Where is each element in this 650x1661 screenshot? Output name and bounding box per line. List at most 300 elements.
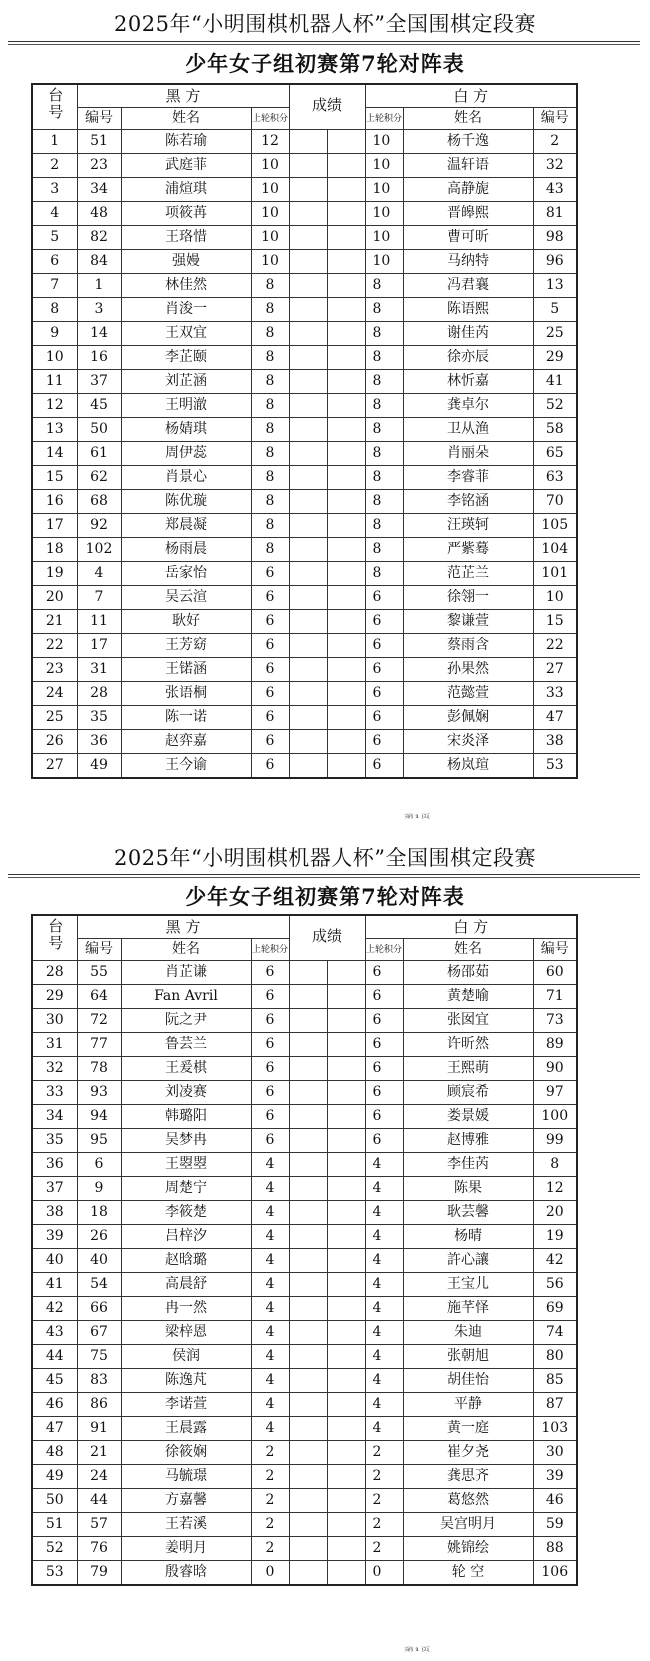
black-result-cell[interactable] <box>289 418 327 442</box>
table-row <box>32 586 577 610</box>
table-row <box>32 442 577 466</box>
black-result-cell[interactable] <box>289 1441 327 1465</box>
white-name-cell: 李佳芮 <box>403 1153 533 1177</box>
board-cell: 36 <box>32 1153 77 1177</box>
table-row <box>32 961 577 985</box>
black-score-cell: 0 <box>251 1561 289 1586</box>
black-number-cell: 66 <box>77 1297 121 1321</box>
table-row <box>32 634 577 658</box>
black-result-cell[interactable] <box>289 298 327 322</box>
table-row <box>32 682 577 706</box>
black-result-cell[interactable] <box>289 961 327 985</box>
white-result-cell[interactable] <box>327 1465 365 1489</box>
white-result-cell[interactable] <box>327 1441 365 1465</box>
black-score-cell: 4 <box>251 1369 289 1393</box>
white-name-cell: 马纳特 <box>403 250 533 274</box>
black-name-cell: 陈若瑜 <box>121 130 251 154</box>
white-score-cell: 6 <box>365 985 403 1009</box>
white-result-cell[interactable] <box>327 1513 365 1537</box>
black-result-cell[interactable] <box>289 1249 327 1273</box>
white-number-cell: 56 <box>533 1273 577 1297</box>
black-name-cell: 郑晨凝 <box>121 514 251 538</box>
black-result-cell[interactable] <box>289 1225 327 1249</box>
black-score-cell: 6 <box>251 586 289 610</box>
black-score-cell: 4 <box>251 1225 289 1249</box>
black-result-cell[interactable] <box>289 322 327 346</box>
white-number-cell: 25 <box>533 322 577 346</box>
black-result-cell[interactable] <box>289 730 327 754</box>
black-name-cell: 杨婧琪 <box>121 418 251 442</box>
page-footer-mark: 第1页 <box>404 1646 431 1653</box>
black-name-header: 姓名 <box>121 939 251 961</box>
white-number-cell: 52 <box>533 394 577 418</box>
black-result-cell[interactable] <box>289 1009 327 1033</box>
black-result-cell[interactable] <box>289 538 327 562</box>
white-number-cell: 71 <box>533 985 577 1009</box>
black-result-cell[interactable] <box>289 154 327 178</box>
white-result-cell[interactable] <box>327 1321 365 1345</box>
white-result-cell[interactable] <box>327 298 365 322</box>
white-result-cell[interactable] <box>327 1393 365 1417</box>
white-score-cell: 8 <box>365 466 403 490</box>
black-score-cell: 10 <box>251 250 289 274</box>
board-cell: 23 <box>32 658 77 682</box>
black-result-cell[interactable] <box>289 370 327 394</box>
table-row <box>32 658 577 682</box>
black-score-cell: 8 <box>251 466 289 490</box>
table-row <box>32 1177 577 1201</box>
white-result-cell[interactable] <box>327 178 365 202</box>
board-cell: 24 <box>32 682 77 706</box>
black-score-cell: 2 <box>251 1465 289 1489</box>
white-result-cell[interactable] <box>327 961 365 985</box>
page-title: 2025年“小明围棋机器人杯”全国围棋定段赛 <box>114 12 536 36</box>
board-cell: 39 <box>32 1225 77 1249</box>
title-rule <box>8 41 640 42</box>
black-result-cell[interactable] <box>289 346 327 370</box>
black-result-cell[interactable] <box>289 1297 327 1321</box>
white-number-cell: 13 <box>533 274 577 298</box>
black-name-cell: 王若溪 <box>121 1513 251 1537</box>
white-result-cell[interactable] <box>327 1033 365 1057</box>
table-row <box>32 1417 577 1441</box>
white-number-cell: 58 <box>533 418 577 442</box>
white-name-cell: 王宝儿 <box>403 1273 533 1297</box>
black-result-cell[interactable] <box>289 1417 327 1441</box>
black-score-cell: 6 <box>251 730 289 754</box>
board-cell: 50 <box>32 1489 77 1513</box>
white-result-cell[interactable] <box>327 658 365 682</box>
black-score-cell: 4 <box>251 1321 289 1345</box>
white-result-cell[interactable] <box>327 226 365 250</box>
board-cell: 20 <box>32 586 77 610</box>
black-name-cell: 王双宜 <box>121 322 251 346</box>
board-cell: 43 <box>32 1321 77 1345</box>
black-result-cell[interactable] <box>289 1105 327 1129</box>
black-number-cell: 55 <box>77 961 121 985</box>
white-name-cell: 許心讓 <box>403 1249 533 1273</box>
black-result-cell[interactable] <box>289 586 327 610</box>
white-number-cell: 69 <box>533 1297 577 1321</box>
black-score-cell: 2 <box>251 1513 289 1537</box>
white-result-cell[interactable] <box>327 1273 365 1297</box>
white-result-cell[interactable] <box>327 706 365 730</box>
black-score-header: 上轮积分 <box>251 108 289 130</box>
white-score-cell: 2 <box>365 1465 403 1489</box>
board-cell: 48 <box>32 1441 77 1465</box>
board-cell: 22 <box>32 634 77 658</box>
black-result-cell[interactable] <box>289 1369 327 1393</box>
table-row <box>32 226 577 250</box>
black-name-cell: 阮之尹 <box>121 1009 251 1033</box>
white-number-cell: 60 <box>533 961 577 985</box>
black-number-cell: 102 <box>77 538 121 562</box>
black-result-cell[interactable] <box>289 202 327 226</box>
black-score-cell: 6 <box>251 634 289 658</box>
black-result-cell[interactable] <box>289 682 327 706</box>
black-score-cell: 6 <box>251 1009 289 1033</box>
pairing-table <box>31 914 578 1586</box>
table-row <box>32 1369 577 1393</box>
black-score-cell: 8 <box>251 274 289 298</box>
white-result-cell[interactable] <box>327 154 365 178</box>
white-result-cell[interactable] <box>327 1225 365 1249</box>
black-result-cell[interactable] <box>289 1345 327 1369</box>
white-score-header: 上轮积分 <box>365 939 403 961</box>
black-number-cell: 49 <box>77 754 121 779</box>
white-result-cell[interactable] <box>327 370 365 394</box>
white-number-cell: 2 <box>533 130 577 154</box>
white-score-cell: 10 <box>365 130 403 154</box>
white-result-cell[interactable] <box>327 1249 365 1273</box>
board-cell: 35 <box>32 1129 77 1153</box>
white-name-cell: 徐亦辰 <box>403 346 533 370</box>
black-number-cell: 26 <box>77 1225 121 1249</box>
black-score-cell: 6 <box>251 562 289 586</box>
black-score-cell: 8 <box>251 442 289 466</box>
result-header: 成绩 <box>289 915 365 961</box>
black-number-cell: 31 <box>77 658 121 682</box>
black-result-cell[interactable] <box>289 1153 327 1177</box>
black-result-cell[interactable] <box>289 178 327 202</box>
white-number-header: 编号 <box>533 108 577 130</box>
black-name-cell: 刘芷涵 <box>121 370 251 394</box>
black-result-cell[interactable] <box>289 1465 327 1489</box>
white-name-cell: 姚锦绘 <box>403 1537 533 1561</box>
white-score-cell: 10 <box>365 178 403 202</box>
white-score-cell: 6 <box>365 682 403 706</box>
white-result-cell[interactable] <box>327 1201 365 1225</box>
black-name-cell: 张语桐 <box>121 682 251 706</box>
white-number-cell: 101 <box>533 562 577 586</box>
white-score-cell: 6 <box>365 1033 403 1057</box>
board-cell: 15 <box>32 466 77 490</box>
white-score-cell: 4 <box>365 1345 403 1369</box>
white-result-cell[interactable] <box>327 634 365 658</box>
board-cell: 44 <box>32 1345 77 1369</box>
white-number-cell: 19 <box>533 1225 577 1249</box>
white-name-cell: 彭佩娴 <box>403 706 533 730</box>
black-name-cell: 王芳窈 <box>121 634 251 658</box>
white-score-cell: 10 <box>365 202 403 226</box>
black-number-cell: 14 <box>77 322 121 346</box>
black-result-cell[interactable] <box>289 394 327 418</box>
board-cell: 11 <box>32 370 77 394</box>
black-result-cell[interactable] <box>289 1393 327 1417</box>
black-number-cell: 94 <box>77 1105 121 1129</box>
white-number-cell: 8 <box>533 1153 577 1177</box>
black-number-cell: 37 <box>77 370 121 394</box>
white-number-cell: 99 <box>533 1129 577 1153</box>
black-score-cell: 2 <box>251 1441 289 1465</box>
white-result-cell[interactable] <box>327 1105 365 1129</box>
table-row <box>32 250 577 274</box>
white-result-cell[interactable] <box>327 1369 365 1393</box>
white-result-cell[interactable] <box>327 1081 365 1105</box>
table-row <box>32 1345 577 1369</box>
black-result-cell[interactable] <box>289 130 327 154</box>
white-score-cell: 8 <box>365 346 403 370</box>
table-row <box>32 346 577 370</box>
black-score-cell: 4 <box>251 1201 289 1225</box>
black-score-cell: 8 <box>251 346 289 370</box>
black-result-cell[interactable] <box>289 1513 327 1537</box>
white-number-cell: 81 <box>533 202 577 226</box>
black-name-cell: 陈一诺 <box>121 706 251 730</box>
white-number-cell: 100 <box>533 1105 577 1129</box>
black-result-cell[interactable] <box>289 1321 327 1345</box>
black-result-cell[interactable] <box>289 1537 327 1561</box>
black-number-cell: 78 <box>77 1057 121 1081</box>
black-result-cell[interactable] <box>289 610 327 634</box>
black-result-cell[interactable] <box>289 1081 327 1105</box>
black-score-header: 上轮积分 <box>251 939 289 961</box>
white-result-cell[interactable] <box>327 274 365 298</box>
black-number-cell: 62 <box>77 466 121 490</box>
white-result-cell[interactable] <box>327 538 365 562</box>
black-name-cell: 徐筱娴 <box>121 1441 251 1465</box>
black-result-cell[interactable] <box>289 274 327 298</box>
white-result-cell[interactable] <box>327 1057 365 1081</box>
black-result-cell[interactable] <box>289 1129 327 1153</box>
black-name-cell: 王明澈 <box>121 394 251 418</box>
white-result-cell[interactable] <box>327 394 365 418</box>
white-score-cell: 6 <box>365 1057 403 1081</box>
black-name-cell: 陈逸芃 <box>121 1369 251 1393</box>
table-row <box>32 1081 577 1105</box>
white-name-cell: 张朝旭 <box>403 1345 533 1369</box>
white-result-cell[interactable] <box>327 1537 365 1561</box>
white-result-cell[interactable] <box>327 1297 365 1321</box>
white-result-cell[interactable] <box>327 130 365 154</box>
white-name-cell: 朱迪 <box>403 1321 533 1345</box>
white-result-cell[interactable] <box>327 514 365 538</box>
white-name-cell: 陈语熙 <box>403 298 533 322</box>
white-number-cell: 10 <box>533 586 577 610</box>
table-row <box>32 490 577 514</box>
black-result-cell[interactable] <box>289 226 327 250</box>
white-result-cell[interactable] <box>327 730 365 754</box>
black-number-cell: 72 <box>77 1009 121 1033</box>
black-number-cell: 17 <box>77 634 121 658</box>
black-score-cell: 8 <box>251 490 289 514</box>
black-result-cell[interactable] <box>289 1033 327 1057</box>
white-result-cell[interactable] <box>327 1489 365 1513</box>
white-score-cell: 8 <box>365 298 403 322</box>
white-result-cell[interactable] <box>327 1129 365 1153</box>
black-result-cell[interactable] <box>289 1057 327 1081</box>
black-name-cell: Fan Avril <box>121 985 251 1009</box>
black-name-cell: 姜明月 <box>121 1537 251 1561</box>
black-result-cell[interactable] <box>289 754 327 779</box>
white-result-cell[interactable] <box>327 322 365 346</box>
white-score-cell: 4 <box>365 1297 403 1321</box>
white-result-cell[interactable] <box>327 466 365 490</box>
white-result-cell[interactable] <box>327 562 365 586</box>
table-row <box>32 202 577 226</box>
table-row <box>32 1489 577 1513</box>
black-score-cell: 4 <box>251 1177 289 1201</box>
black-result-cell[interactable] <box>289 706 327 730</box>
white-number-cell: 63 <box>533 466 577 490</box>
white-number-cell: 105 <box>533 514 577 538</box>
black-name-cell: 王珞惜 <box>121 226 251 250</box>
black-number-cell: 79 <box>77 1561 121 1586</box>
black-number-cell: 93 <box>77 1081 121 1105</box>
white-number-cell: 5 <box>533 298 577 322</box>
white-name-cell: 杨邵茹 <box>403 961 533 985</box>
white-result-cell[interactable] <box>327 610 365 634</box>
black-name-cell: 耿好 <box>121 610 251 634</box>
board-cell: 28 <box>32 961 77 985</box>
board-cell: 16 <box>32 490 77 514</box>
black-name-cell: 王晨露 <box>121 1417 251 1441</box>
white-result-cell[interactable] <box>327 586 365 610</box>
black-name-cell: 肖景心 <box>121 466 251 490</box>
black-number-header: 编号 <box>77 108 121 130</box>
white-score-cell: 4 <box>365 1393 403 1417</box>
white-result-cell[interactable] <box>327 1417 365 1441</box>
board-cell: 26 <box>32 730 77 754</box>
black-score-cell: 2 <box>251 1489 289 1513</box>
page-subtitle: 少年女子组初赛第7轮对阵表 <box>185 884 465 909</box>
table-row <box>32 154 577 178</box>
white-name-cell: 林忻嘉 <box>403 370 533 394</box>
black-name-cell: 项筱苒 <box>121 202 251 226</box>
pairing-table <box>31 83 578 779</box>
black-number-cell: 18 <box>77 1201 121 1225</box>
black-result-cell[interactable] <box>289 442 327 466</box>
white-result-cell[interactable] <box>327 985 365 1009</box>
white-result-cell[interactable] <box>327 442 365 466</box>
black-number-cell: 51 <box>77 130 121 154</box>
black-result-cell[interactable] <box>289 466 327 490</box>
white-result-cell[interactable] <box>327 754 365 779</box>
board-cell: 21 <box>32 610 77 634</box>
black-result-cell[interactable] <box>289 562 327 586</box>
white-name-cell: 葛悠然 <box>403 1489 533 1513</box>
black-score-cell: 6 <box>251 754 289 779</box>
white-score-cell: 4 <box>365 1177 403 1201</box>
black-number-cell: 50 <box>77 418 121 442</box>
white-result-cell[interactable] <box>327 346 365 370</box>
white-result-cell[interactable] <box>327 202 365 226</box>
white-score-cell: 4 <box>365 1153 403 1177</box>
white-result-cell[interactable] <box>327 250 365 274</box>
black-result-cell[interactable] <box>289 514 327 538</box>
white-score-cell: 4 <box>365 1201 403 1225</box>
black-number-cell: 36 <box>77 730 121 754</box>
table-row <box>32 610 577 634</box>
white-number-cell: 27 <box>533 658 577 682</box>
white-number-cell: 73 <box>533 1009 577 1033</box>
black-result-cell[interactable] <box>289 1201 327 1225</box>
board-cell: 45 <box>32 1369 77 1393</box>
black-score-cell: 12 <box>251 130 289 154</box>
table-row <box>32 754 577 779</box>
black-result-cell[interactable] <box>289 1177 327 1201</box>
white-result-cell[interactable] <box>327 1177 365 1201</box>
table-row <box>32 1129 577 1153</box>
white-number-cell: 12 <box>533 1177 577 1201</box>
white-score-cell: 8 <box>365 514 403 538</box>
white-name-cell: 汪瑛轲 <box>403 514 533 538</box>
black-number-cell: 35 <box>77 706 121 730</box>
black-score-cell: 8 <box>251 418 289 442</box>
white-result-cell[interactable] <box>327 1345 365 1369</box>
white-number-cell: 70 <box>533 490 577 514</box>
black-result-cell[interactable] <box>289 658 327 682</box>
white-result-cell[interactable] <box>327 418 365 442</box>
white-name-cell: 许昕然 <box>403 1033 533 1057</box>
black-result-cell[interactable] <box>289 985 327 1009</box>
black-score-cell: 6 <box>251 1105 289 1129</box>
white-score-cell: 6 <box>365 754 403 779</box>
white-result-cell[interactable] <box>327 1561 365 1586</box>
white-name-cell: 平静 <box>403 1393 533 1417</box>
black-name-cell: 王曌曌 <box>121 1153 251 1177</box>
white-name-cell: 李铭涵 <box>403 490 533 514</box>
white-name-cell: 黎谦萱 <box>403 610 533 634</box>
white-number-cell: 88 <box>533 1537 577 1561</box>
black-result-cell[interactable] <box>289 1561 327 1586</box>
black-result-cell[interactable] <box>289 1489 327 1513</box>
white-number-cell: 90 <box>533 1057 577 1081</box>
white-score-cell: 6 <box>365 634 403 658</box>
black-result-cell[interactable] <box>289 634 327 658</box>
white-result-cell[interactable] <box>327 1009 365 1033</box>
board-cell: 38 <box>32 1201 77 1225</box>
black-number-cell: 86 <box>77 1393 121 1417</box>
white-name-cell: 高静旎 <box>403 178 533 202</box>
table-row <box>32 985 577 1009</box>
table-row <box>32 1225 577 1249</box>
black-result-cell[interactable] <box>289 250 327 274</box>
white-result-cell[interactable] <box>327 682 365 706</box>
white-name-cell: 宋炎泽 <box>403 730 533 754</box>
black-score-cell: 10 <box>251 226 289 250</box>
black-number-cell: 21 <box>77 1441 121 1465</box>
page-subtitle: 少年女子组初赛第7轮对阵表 <box>185 51 465 76</box>
black-result-cell[interactable] <box>289 490 327 514</box>
table-row <box>32 274 577 298</box>
black-result-cell[interactable] <box>289 1273 327 1297</box>
black-score-cell: 8 <box>251 298 289 322</box>
white-name-cell: 谢佳芮 <box>403 322 533 346</box>
white-result-cell[interactable] <box>327 490 365 514</box>
white-result-cell[interactable] <box>327 1153 365 1177</box>
white-score-cell: 2 <box>365 1513 403 1537</box>
